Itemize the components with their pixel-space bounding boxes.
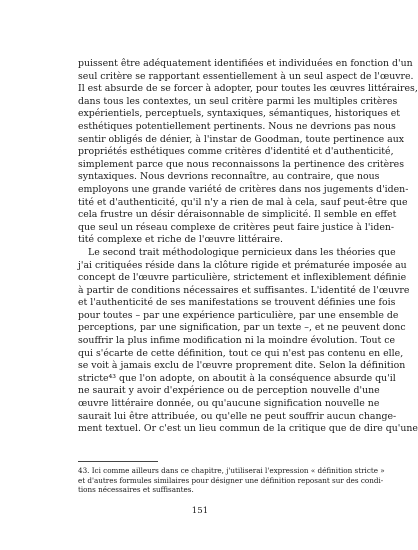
text-line: ment textuel. Or c'est un lieu commun de la critique que de dire qu'une xyxy=(78,423,418,435)
text-line: cela frustre un désir déraisonnable de simplicité. Il semble en effet xyxy=(78,209,397,221)
text-line: que seul un réseau complexe de critères peut faire justice à l'iden- xyxy=(78,221,395,233)
text-line: sentir obligés de dénier, à l'instar de Goodman, toute pertinence aux xyxy=(78,133,405,145)
text-line: seul critère se rapportant essentiellement à un seul aspect de l'œuvre. xyxy=(78,70,414,82)
page-number: 151 xyxy=(191,506,209,516)
text-line: saurait lui être attribuée, ou qu'elle ne peut souffrir aucun change- xyxy=(78,410,397,422)
text-line: perceptions, par une signification, par un texte –, et ne peuvent donc xyxy=(78,322,406,334)
text-line: ne saurait y avoir d'expérience ou de perception nouvelle d'une xyxy=(78,385,380,397)
text-line: j'ai critiquées réside dans la clôture rigide et prématurée imposée au xyxy=(78,259,407,271)
text-line: se voit à jamais exclu de l'œuvre proprement dite. Selon la définition xyxy=(78,360,406,372)
text-line: stricte⁴³ que l'on adopte, on aboutit à la conséquence absurde qu'il xyxy=(78,372,396,384)
footnote-divider xyxy=(78,461,158,462)
footnote-line: tions nécessaires et suffisantes. xyxy=(78,485,194,495)
text-line: qui s'écarte de cette définition, tout ce qui n'est pas contenu en elle, xyxy=(78,347,404,359)
text-line: dans tous les contextes, un seul critère parmi les multiples critères xyxy=(78,95,398,107)
text-line: et l'authenticité de ses manifestations se trouvent définies une fois xyxy=(78,297,396,309)
footnote-line: et d'autres formules similaires pour désigner une définition reposant sur des condi- xyxy=(78,475,384,485)
text-line: propriétés esthétiques comme critères d'identité et d'authenticité, xyxy=(78,146,394,158)
text-line: employons une grande variété de critères dans nos jugements d'iden- xyxy=(78,183,409,195)
text-line: Le second trait méthodologique pernicieux dans les théories que xyxy=(88,246,396,258)
paragraph-2 xyxy=(78,246,418,436)
text-line: concept de l'œuvre particulière, strictement et inflexiblement définie xyxy=(78,272,407,284)
text-line: souffrir la plus infime modification ni la moindre évolution. Tout ce xyxy=(78,335,396,347)
text-line: syntaxiques. Nous devrions reconnaître, au contraire, que nous xyxy=(78,171,380,183)
body-text xyxy=(78,58,418,436)
text-line: esthétiques potentiellement pertinents. Nous ne devrions pas nous xyxy=(78,120,396,132)
text-line: simplement parce que nous reconnaissons la pertinence des critères xyxy=(78,158,404,170)
text-line: expérientiels, perceptuels, syntaxiques, sémantiques, historiques et xyxy=(78,108,400,120)
text-line: pour toutes – par une expérience particulière, par une ensemble de xyxy=(78,309,399,321)
text-line: à partir de conditions nécessaires et suffisantes. L'identité de l'œuvre xyxy=(78,284,410,296)
text-line: Il est absurde de se forcer à adopter, pour toutes les œuvres littéraires, xyxy=(78,83,418,95)
text-line: puissent être adéquatement identifiées et individuées en fonction d'un xyxy=(78,58,413,69)
footnote-line: 43. Ici comme ailleurs dans ce chapitre, j'utiliserai l'expression « définition stricte » xyxy=(78,466,385,475)
text-line: tité complexe et riche de l'œuvre littéraire. xyxy=(78,234,283,246)
footnote-43 xyxy=(78,466,385,495)
text-line: tité et d'authenticité, qu'il n'y a rien de mal à cela, sauf peut-être que xyxy=(78,196,408,208)
text-line: œuvre littéraire donnée, ou qu'aucune signification nouvelle ne xyxy=(78,398,380,410)
paragraph-1 xyxy=(78,58,418,247)
